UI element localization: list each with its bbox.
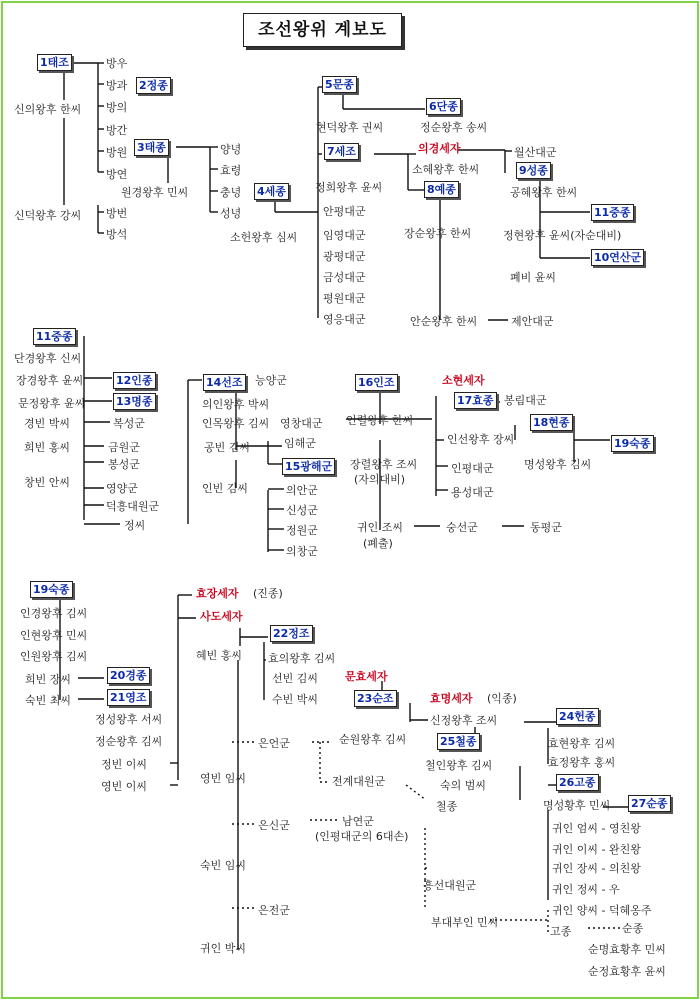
king-box-g3-k24: 24헌종 <box>556 708 599 725</box>
person-label-g3-gj2: 고종 <box>550 925 572 938</box>
king-box-g2-k16: 16인조 <box>355 374 398 391</box>
king-box-g2-k13: 13명종 <box>113 393 156 410</box>
person-label-g2-w16: 인렬왕후 한씨 <box>346 414 414 427</box>
person-label-g1-w9a: 공혜왕후 한씨 <box>510 186 578 199</box>
king-box-g1-k4: 4세종 <box>254 183 289 200</box>
person-label-g2-gjn: (폐출) <box>363 537 393 550</box>
person-label-g3-g1: 귀인 엄씨 - 영친왕 <box>552 822 641 835</box>
person-label-g2-u1: 의안군 <box>286 484 318 497</box>
person-label-g3-w23: 순원왕후 김씨 <box>339 733 407 746</box>
person-label-g2-c2a: 금원군 <box>108 441 140 454</box>
person-label-g1-s2: 방과 <box>106 79 128 92</box>
person-label-g2-dp: 동평군 <box>530 521 562 534</box>
king-box-g2-k18: 18현종 <box>530 414 573 431</box>
person-label-g2-c1: 경빈 박씨 <box>24 417 71 430</box>
person-label-g1-w3: 원경왕후 민씨 <box>121 186 189 199</box>
person-label-g1-w7: 정희왕후 윤씨 <box>315 181 383 194</box>
person-label-g2-c3b: 덕흥대원군 <box>106 500 160 513</box>
king-box-g1-k5: 5문종 <box>322 76 357 93</box>
person-label-g2-c1s: 복성군 <box>113 417 145 430</box>
person-label-g3-y3: 정빈 이씨 <box>101 758 148 771</box>
person-label-g3-j1: 효의왕후 김씨 <box>268 652 336 665</box>
person-label-g2-ib: 인빈 김씨 <box>202 482 249 495</box>
person-label-g3-y4: 영빈 이씨 <box>101 780 148 793</box>
person-label-g1-jeahn: 제안대군 <box>511 315 554 328</box>
person-label-g2-gb: 공빈 김씨 <box>204 441 251 454</box>
dotted-connector-4 <box>406 785 426 800</box>
person-label-g3-m1: 명성황후 민씨 <box>543 799 611 812</box>
person-label-g3-hjn: (진종) <box>253 587 283 600</box>
person-label-g3-h2: 효정왕후 홍씨 <box>548 756 616 769</box>
king-box-g1-k9: 9성종 <box>516 162 551 179</box>
person-label-g2-n1: 능양군 <box>255 374 287 387</box>
person-label-g1-q1: 신의왕후 한씨 <box>14 103 82 116</box>
person-label-g2-c2b: 봉성군 <box>108 458 140 471</box>
king-box-g1-k1: 1태조 <box>37 54 72 71</box>
person-label-g3-j3: 수빈 박씨 <box>272 693 319 706</box>
person-label-g3-j2: 선빈 김씨 <box>272 672 319 685</box>
person-label-g1-wl: 월산대군 <box>514 146 557 159</box>
person-label-g1-s1: 방우 <box>106 57 128 70</box>
person-label-g2-q1: 단경왕후 신씨 <box>14 352 82 365</box>
person-label-g1-s6: 방연 <box>106 168 128 181</box>
person-label-g3-sb: 숙빈 최씨 <box>25 694 72 707</box>
king-box-g2-k19: 19숙종 <box>611 435 654 452</box>
person-label-g2-w18: 명성왕후 김씨 <box>524 458 592 471</box>
king-box-g3-k22: 22정조 <box>270 625 313 642</box>
person-label-g3-ej: 은전군 <box>258 904 290 917</box>
person-label-g1-w9c: 폐비 윤씨 <box>510 271 557 284</box>
page-title: 조선왕위 계보도 <box>243 13 402 47</box>
person-label-g3-y2: 정순왕후 김씨 <box>95 735 163 748</box>
person-label-g3-c1: 철인왕후 김씨 <box>425 759 493 772</box>
person-label-g3-e2: 전계대원군 <box>332 775 386 788</box>
person-label-g3-sj2: 순정효황후 윤씨 <box>588 965 666 978</box>
person-label-g3-es: 은신군 <box>258 819 290 832</box>
person-label-g2-q2: 장경왕후 윤씨 <box>16 374 84 387</box>
person-label-g2-u4: 의창군 <box>286 545 318 558</box>
person-label-g2-c3a: 영양군 <box>106 482 138 495</box>
king-box-g1-k11: 11중종 <box>591 204 634 221</box>
person-label-g1-w6: 정순왕후 송씨 <box>420 121 488 134</box>
person-label-g1-p2: 임영대군 <box>323 229 366 242</box>
person-label-g2-u2: 신성군 <box>286 504 318 517</box>
person-label-g2-yn: 용성대군 <box>451 486 494 499</box>
person-label-g3-q1: 인경왕후 김씨 <box>20 607 88 620</box>
person-label-g3-hj: 효장세자 <box>196 587 239 600</box>
person-label-g1-p1: 안평대군 <box>323 205 366 218</box>
person-label-g3-g3: 귀인 장씨 - 의친왕 <box>552 862 641 875</box>
king-box-g1-k10: 10연산군 <box>591 249 644 266</box>
king-box-g3-k21: 21영조 <box>107 689 150 706</box>
king-box-g2-k11: 11중종 <box>33 328 76 345</box>
person-label-g3-cj: 철종 <box>436 800 458 813</box>
person-label-g3-g5: 귀인 양씨 - 덕혜옹주 <box>552 904 652 917</box>
person-label-g3-nyg: 남연군 <box>342 815 374 828</box>
king-box-g3-k19: 19숙종 <box>30 581 73 598</box>
king-box-g3-k26: 26고종 <box>556 774 599 791</box>
person-label-g1-p3: 광평대군 <box>323 250 366 263</box>
person-label-g2-w16b: 장렬왕후 조씨 <box>350 458 418 471</box>
person-label-g1-cpw: 소혜왕후 한씨 <box>412 163 480 176</box>
king-box-g3-k25: 25철종 <box>437 733 480 750</box>
king-box-g1-k2: 2정종 <box>136 77 171 94</box>
person-label-g2-w16bn: (자의대비) <box>354 473 406 486</box>
king-box-g3-k27: 27순종 <box>628 795 671 812</box>
person-label-g3-bdb: 부대부인 민씨 <box>431 916 499 929</box>
person-label-g2-gj: 귀인 조씨 <box>357 521 404 534</box>
person-label-g2-c2: 희빈 홍씨 <box>24 441 71 454</box>
king-box-g1-k7: 7세조 <box>324 143 359 160</box>
person-label-g3-nygn: (인평대군의 6대손) <box>315 830 409 843</box>
king-box-g2-k14: 14선조 <box>203 374 246 391</box>
person-label-g1-s4: 방간 <box>106 124 128 137</box>
person-label-g3-me: 문효세자 <box>345 670 388 683</box>
king-box-g2-k17: 17효종 <box>454 392 497 409</box>
person-label-g1-s5: 방원 <box>106 146 128 159</box>
person-label-g3-q2: 인현왕후 민씨 <box>20 629 88 642</box>
person-label-g1-p6: 영응대군 <box>323 313 366 326</box>
person-label-g1-p4: 금성대군 <box>323 271 366 284</box>
person-label-g2-w14b: 인목왕후 김씨 <box>202 417 270 430</box>
person-label-g3-hsd: 흥선대원군 <box>423 879 477 892</box>
person-label-g3-e1: 은언군 <box>258 737 290 750</box>
person-label-g2-bl: 봉림대군 <box>504 394 547 407</box>
person-label-g3-hm: 효명세자 <box>430 692 473 705</box>
person-label-g3-g2: 귀인 이씨 - 완친왕 <box>552 843 641 856</box>
person-label-g1-s3: 방의 <box>106 101 128 114</box>
person-label-g2-sh: 소현세자 <box>442 374 485 387</box>
person-label-g1-p5: 평원대군 <box>323 292 366 305</box>
king-box-g3-k20: 20경종 <box>107 667 150 684</box>
king-box-g2-k15: 15광해군 <box>282 458 335 475</box>
person-label-g1-w9b: 정현왕후 윤씨(자순대비) <box>503 229 622 242</box>
person-label-g1-w4: 소헌왕후 심씨 <box>230 231 298 244</box>
person-label-g1-t3: 충녕 <box>220 186 242 199</box>
person-label-g1-w8: 장순왕후 한씨 <box>404 227 472 240</box>
person-label-g3-gbk: 귀인 박씨 <box>200 942 247 955</box>
person-label-g2-ip: 인평대군 <box>451 462 494 475</box>
person-label-g3-c2: 숙의 범씨 <box>440 779 487 792</box>
person-label-g1-w5: 현덕왕후 권씨 <box>316 121 384 134</box>
person-label-g2-c3: 창빈 안씨 <box>24 476 71 489</box>
person-label-g3-q3: 인원왕후 김씨 <box>20 650 88 663</box>
person-label-g3-sd: 사도세자 <box>200 610 243 623</box>
king-box-g2-k12: 12인종 <box>113 372 156 389</box>
king-box-g1-k3: 3태종 <box>134 139 169 156</box>
person-label-g2-u3: 정원군 <box>286 524 318 537</box>
person-label-g1-t2: 효령 <box>220 164 242 177</box>
person-label-g3-w23b: 신정왕후 조씨 <box>430 714 498 727</box>
person-label-g1-q2: 신덕왕후 강씨 <box>14 209 82 222</box>
person-label-g1-cp: 의경세자 <box>418 142 461 155</box>
person-label-g2-sx: 숭선군 <box>446 521 478 534</box>
person-label-g2-w14a: 의인왕후 박씨 <box>202 398 270 411</box>
person-label-g1-s8: 방석 <box>106 228 128 241</box>
king-box-g1-k8: 8예종 <box>424 181 459 198</box>
person-label-g1-t4: 성녕 <box>220 207 242 220</box>
person-label-g3-hmn: (익종) <box>487 692 517 705</box>
person-label-g2-w17: 인선왕후 장씨 <box>447 433 515 446</box>
person-label-g3-g4: 귀인 정씨 - 우 <box>552 883 620 896</box>
person-label-g3-sj: 순종 <box>622 922 644 935</box>
person-label-g3-ye: 영빈 임씨 <box>200 772 247 785</box>
king-box-g3-k23: 23순조 <box>354 690 397 707</box>
person-label-g2-ih: 임해군 <box>284 437 316 450</box>
person-label-g3-h1: 효현왕후 김씨 <box>548 737 616 750</box>
person-label-g3-sb2: 숙빈 임씨 <box>200 859 247 872</box>
person-label-g1-t1: 양녕 <box>220 143 242 156</box>
person-label-g3-hg: 혜빈 홍씨 <box>196 649 243 662</box>
person-label-g2-q3: 문정왕후 윤씨 <box>18 397 86 410</box>
person-label-g1-w8b: 안순왕후 한씨 <box>410 315 478 328</box>
person-label-g3-hb: 희빈 장씨 <box>25 673 72 686</box>
person-label-g3-sj1: 순명효황후 민씨 <box>588 943 666 956</box>
person-label-g3-y1: 정성왕후 서씨 <box>95 713 163 726</box>
person-label-g1-s7: 방번 <box>106 207 128 220</box>
king-box-g1-k6: 6단종 <box>426 98 461 115</box>
person-label-g2-yc: 영창대군 <box>280 417 323 430</box>
person-label-g2-c3c: 정씨 <box>124 519 146 532</box>
